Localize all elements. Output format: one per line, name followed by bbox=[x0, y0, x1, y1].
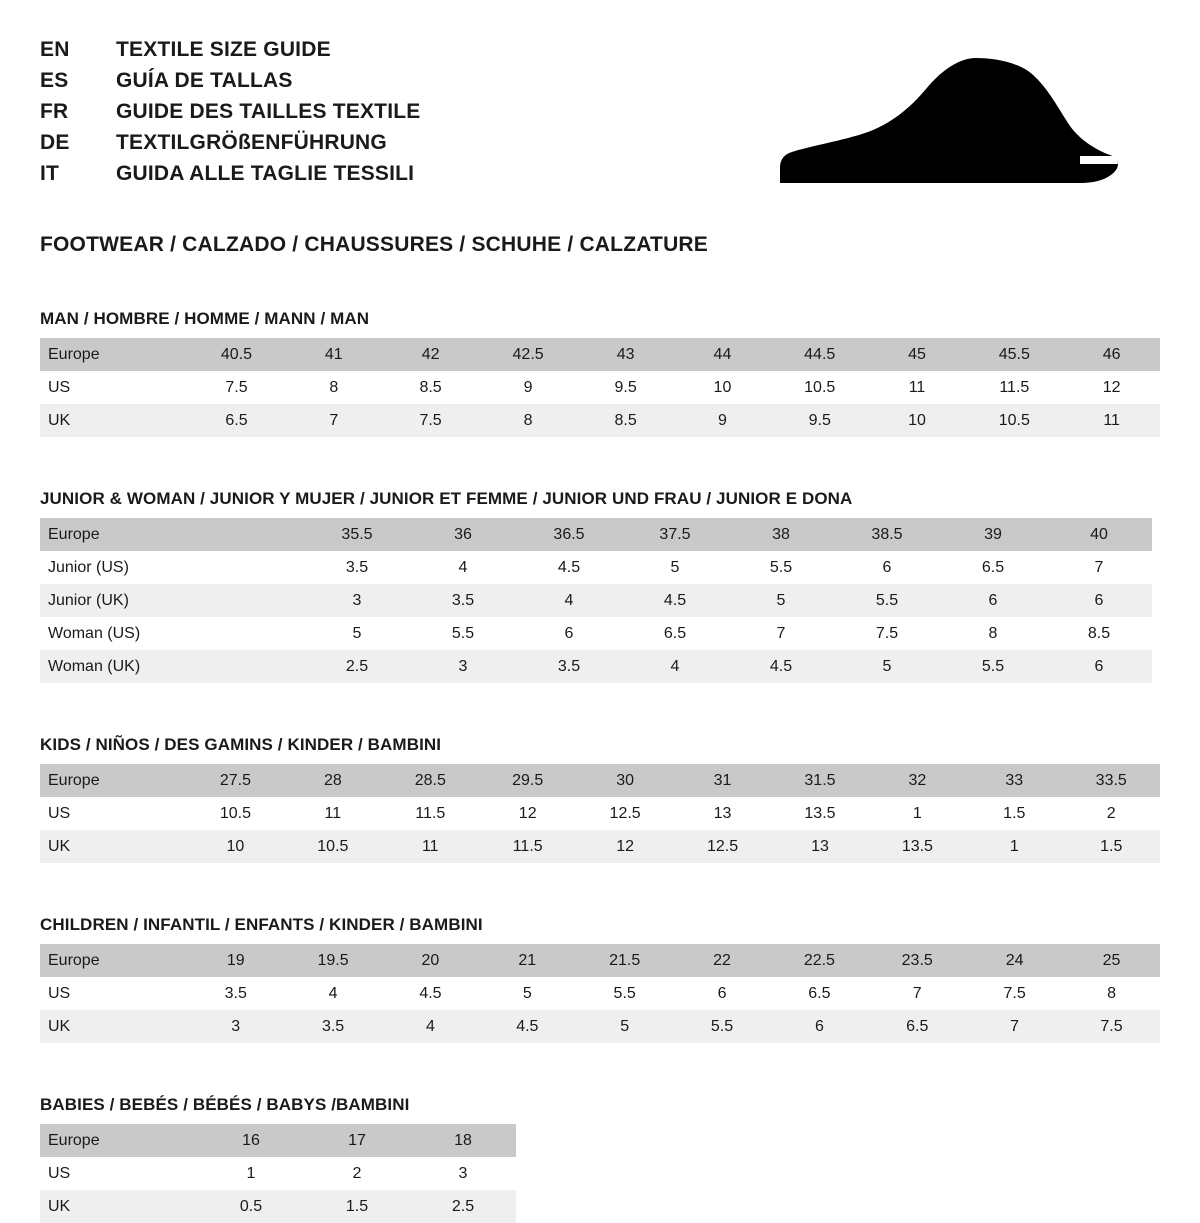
table-cell: 6 bbox=[516, 617, 622, 650]
table-cell: 13 bbox=[771, 830, 868, 863]
table-cell: 37.5 bbox=[622, 518, 728, 551]
table-row bbox=[40, 518, 1152, 551]
row-label: Woman (UK) bbox=[40, 650, 198, 683]
size-table-man bbox=[40, 338, 1160, 437]
table-cell: 4.5 bbox=[479, 1010, 576, 1043]
table-cell: 28 bbox=[284, 764, 381, 797]
row-label: Europe bbox=[40, 1124, 198, 1157]
row-label: Europe bbox=[40, 764, 187, 797]
table-cell: 28.5 bbox=[382, 764, 479, 797]
table-cell: 6 bbox=[834, 551, 940, 584]
table-cell: 31.5 bbox=[771, 764, 868, 797]
table-row bbox=[40, 1157, 516, 1190]
table-cell: 4.5 bbox=[622, 584, 728, 617]
language-title-list bbox=[40, 38, 420, 193]
table-row bbox=[40, 404, 1160, 437]
table-cell: 46 bbox=[1063, 338, 1160, 371]
table-cell: 4 bbox=[622, 650, 728, 683]
table-row bbox=[40, 1124, 516, 1157]
table-cell: 31 bbox=[674, 764, 771, 797]
table-cell: 3.5 bbox=[516, 650, 622, 683]
table-row bbox=[40, 584, 1152, 617]
table-cell: 6.5 bbox=[770, 977, 868, 1010]
table-row bbox=[40, 977, 1160, 1010]
row-label: US bbox=[40, 977, 187, 1010]
table-cell: 13.5 bbox=[771, 797, 868, 830]
table-cell: 11.5 bbox=[382, 797, 479, 830]
table-row bbox=[40, 1190, 516, 1223]
table-row bbox=[40, 617, 1152, 650]
table-cell: 2 bbox=[304, 1157, 410, 1190]
table-cell: 20 bbox=[382, 944, 479, 977]
language-code: ES bbox=[40, 69, 69, 92]
row-label: UK bbox=[40, 404, 187, 437]
table-cell: 44 bbox=[674, 338, 771, 371]
table-cell: 12.5 bbox=[576, 797, 673, 830]
language-row bbox=[40, 100, 420, 131]
table-cell: 23.5 bbox=[868, 944, 966, 977]
table-cell: 7 bbox=[285, 404, 382, 437]
table-cell: 7 bbox=[868, 977, 966, 1010]
table-cell bbox=[198, 650, 304, 683]
table-cell: 5.5 bbox=[728, 551, 834, 584]
table-cell: 36 bbox=[410, 518, 516, 551]
table-cell: 12 bbox=[479, 797, 576, 830]
table-cell: 3.5 bbox=[304, 551, 410, 584]
language-row bbox=[40, 38, 420, 69]
table-cell: 7.5 bbox=[382, 404, 479, 437]
table-cell: 33 bbox=[966, 764, 1062, 797]
table-cell: 5 bbox=[728, 584, 834, 617]
table-cell: 2.5 bbox=[410, 1190, 516, 1223]
table-cell: 4.5 bbox=[382, 977, 479, 1010]
group-man bbox=[40, 309, 1160, 437]
table-cell: 7 bbox=[966, 1010, 1063, 1043]
table-cell: 6.5 bbox=[187, 404, 285, 437]
table-cell: 5 bbox=[576, 1010, 674, 1043]
table-cell: 4 bbox=[516, 584, 622, 617]
table-row bbox=[40, 944, 1160, 977]
table-cell bbox=[198, 551, 304, 584]
row-label: Europe bbox=[40, 338, 187, 371]
table-cell: 44.5 bbox=[771, 338, 869, 371]
table-cell: 7 bbox=[728, 617, 834, 650]
table-cell: 10.5 bbox=[187, 797, 284, 830]
language-title: TEXTILE SIZE GUIDE bbox=[116, 38, 331, 61]
table-cell: 27.5 bbox=[187, 764, 284, 797]
table-cell: 11.5 bbox=[965, 371, 1063, 404]
table-cell: 1 bbox=[198, 1157, 304, 1190]
table-cell: 6 bbox=[1046, 584, 1152, 617]
size-table-children bbox=[40, 944, 1160, 1043]
table-cell: 5.5 bbox=[674, 1010, 771, 1043]
table-cell: 7.5 bbox=[187, 371, 285, 404]
table-cell: 12 bbox=[576, 830, 673, 863]
table-row bbox=[40, 551, 1152, 584]
size-table-kids bbox=[40, 764, 1160, 863]
row-label: Woman (US) bbox=[40, 617, 198, 650]
table-cell: 6 bbox=[1046, 650, 1152, 683]
table-cell: 1.5 bbox=[1063, 830, 1161, 863]
table-cell: 36.5 bbox=[516, 518, 622, 551]
table-cell: 40.5 bbox=[187, 338, 285, 371]
row-label: US bbox=[40, 797, 187, 830]
table-cell: 10.5 bbox=[965, 404, 1063, 437]
table-cell: 38.5 bbox=[834, 518, 940, 551]
table-cell: 30 bbox=[576, 764, 673, 797]
table-row bbox=[40, 1010, 1160, 1043]
table-cell: 1.5 bbox=[966, 797, 1062, 830]
dress-shoe-icon bbox=[780, 56, 1120, 191]
table-cell: 21.5 bbox=[576, 944, 674, 977]
table-cell: 10 bbox=[869, 404, 966, 437]
table-cell: 5 bbox=[834, 650, 940, 683]
table-cell: 10.5 bbox=[284, 830, 381, 863]
table-cell: 7.5 bbox=[1063, 1010, 1160, 1043]
group-title: MAN / HOMBRE / HOMME / MANN / MAN bbox=[40, 309, 370, 328]
table-cell: 45.5 bbox=[965, 338, 1063, 371]
table-cell: 8.5 bbox=[1046, 617, 1152, 650]
table-cell: 9.5 bbox=[577, 371, 674, 404]
table-cell: 16 bbox=[198, 1124, 304, 1157]
table-cell: 6 bbox=[674, 977, 771, 1010]
table-cell: 6 bbox=[770, 1010, 868, 1043]
group-kids bbox=[40, 735, 1160, 863]
language-title: TEXTILGRÖßENFÜHRUNG bbox=[116, 131, 387, 154]
table-cell: 13.5 bbox=[869, 830, 966, 863]
table-cell: 3.5 bbox=[187, 977, 284, 1010]
table-cell: 11 bbox=[382, 830, 479, 863]
row-label: Junior (UK) bbox=[40, 584, 198, 617]
table-row bbox=[40, 650, 1152, 683]
language-code: EN bbox=[40, 38, 70, 61]
table-cell: 3 bbox=[304, 584, 410, 617]
table-cell: 33.5 bbox=[1063, 764, 1161, 797]
table-cell: 0.5 bbox=[198, 1190, 304, 1223]
table-cell: 3 bbox=[187, 1010, 284, 1043]
table-cell: 42.5 bbox=[479, 338, 577, 371]
table-cell: 4 bbox=[410, 551, 516, 584]
table-cell bbox=[198, 584, 304, 617]
group-junior-woman bbox=[40, 489, 1160, 683]
language-code: IT bbox=[40, 162, 60, 185]
table-cell: 8 bbox=[479, 404, 577, 437]
table-cell: 9 bbox=[479, 371, 577, 404]
table-cell bbox=[198, 518, 304, 551]
table-cell: 7.5 bbox=[834, 617, 940, 650]
language-row bbox=[40, 69, 420, 100]
table-cell: 6 bbox=[940, 584, 1046, 617]
table-cell: 5 bbox=[622, 551, 728, 584]
table-cell: 19.5 bbox=[284, 944, 382, 977]
table-cell: 10.5 bbox=[771, 371, 869, 404]
table-cell: 39 bbox=[940, 518, 1046, 551]
row-label: UK bbox=[40, 1010, 187, 1043]
language-row bbox=[40, 162, 420, 193]
table-cell: 3.5 bbox=[284, 1010, 382, 1043]
table-cell: 1 bbox=[966, 830, 1062, 863]
table-cell: 21 bbox=[479, 944, 576, 977]
table-cell: 25 bbox=[1063, 944, 1160, 977]
row-label: UK bbox=[40, 830, 187, 863]
row-label: US bbox=[40, 371, 187, 404]
table-cell: 9.5 bbox=[771, 404, 869, 437]
table-cell: 4 bbox=[382, 1010, 479, 1043]
group-babies bbox=[40, 1095, 1160, 1223]
table-cell: 18 bbox=[410, 1124, 516, 1157]
table-cell: 11.5 bbox=[479, 830, 576, 863]
table-cell: 12.5 bbox=[674, 830, 771, 863]
page-header bbox=[40, 34, 1160, 193]
table-cell: 6.5 bbox=[868, 1010, 966, 1043]
table-cell: 5 bbox=[304, 617, 410, 650]
table-cell: 5.5 bbox=[576, 977, 674, 1010]
table-cell: 6.5 bbox=[940, 551, 1046, 584]
group-title: CHILDREN / INFANTIL / ENFANTS / KINDER / BAMBINI bbox=[40, 915, 483, 934]
table-row bbox=[40, 797, 1160, 830]
table-cell: 9 bbox=[674, 404, 771, 437]
language-code: FR bbox=[40, 100, 69, 123]
table-cell: 45 bbox=[869, 338, 966, 371]
table-cell: 5 bbox=[479, 977, 576, 1010]
group-title: BABIES / BEBÉS / BÉBÉS / BABYS /BAMBINI bbox=[40, 1095, 410, 1114]
table-cell: 38 bbox=[728, 518, 834, 551]
table-cell: 11 bbox=[284, 797, 381, 830]
table-cell: 8.5 bbox=[577, 404, 674, 437]
row-label: US bbox=[40, 1157, 198, 1190]
table-cell: 7.5 bbox=[966, 977, 1063, 1010]
table-cell: 29.5 bbox=[479, 764, 576, 797]
table-cell: 24 bbox=[966, 944, 1063, 977]
row-label: Europe bbox=[40, 944, 187, 977]
table-row bbox=[40, 338, 1160, 371]
table-cell: 13 bbox=[674, 797, 771, 830]
size-table-junior-woman bbox=[40, 518, 1152, 683]
table-cell: 40 bbox=[1046, 518, 1152, 551]
table-cell: 8.5 bbox=[382, 371, 479, 404]
table-cell: 4 bbox=[284, 977, 382, 1010]
group-children bbox=[40, 915, 1160, 1043]
table-cell: 10 bbox=[674, 371, 771, 404]
table-cell: 22 bbox=[674, 944, 771, 977]
language-title: GUIDE DES TAILLES TEXTILE bbox=[116, 100, 421, 123]
table-cell: 8 bbox=[1063, 977, 1160, 1010]
table-cell: 5.5 bbox=[940, 650, 1046, 683]
table-cell: 35.5 bbox=[304, 518, 410, 551]
table-cell: 1.5 bbox=[304, 1190, 410, 1223]
table-cell: 5.5 bbox=[834, 584, 940, 617]
table-cell: 11 bbox=[869, 371, 966, 404]
table-cell: 3 bbox=[410, 1157, 516, 1190]
size-table-babies bbox=[40, 1124, 516, 1223]
row-label: Europe bbox=[40, 518, 198, 551]
table-cell: 8 bbox=[940, 617, 1046, 650]
table-cell: 7 bbox=[1046, 551, 1152, 584]
language-title: GUIDA ALLE TAGLIE TESSILI bbox=[116, 162, 415, 185]
table-cell: 41 bbox=[285, 338, 382, 371]
table-cell: 22.5 bbox=[770, 944, 868, 977]
language-title: GUÍA DE TALLAS bbox=[116, 69, 293, 92]
table-cell: 12 bbox=[1063, 371, 1160, 404]
table-row bbox=[40, 764, 1160, 797]
table-cell: 11 bbox=[1063, 404, 1160, 437]
language-code: DE bbox=[40, 131, 70, 154]
table-cell: 3 bbox=[410, 650, 516, 683]
table-row bbox=[40, 830, 1160, 863]
table-cell: 10 bbox=[187, 830, 284, 863]
table-cell: 43 bbox=[577, 338, 674, 371]
category-title: FOOTWEAR / CALZADO / CHAUSSURES / SCHUHE / CALZATURE bbox=[40, 233, 709, 256]
table-cell: 5.5 bbox=[410, 617, 516, 650]
table-cell: 4.5 bbox=[728, 650, 834, 683]
table-cell: 19 bbox=[187, 944, 284, 977]
table-cell: 4.5 bbox=[516, 551, 622, 584]
row-label: UK bbox=[40, 1190, 198, 1223]
group-title: JUNIOR & WOMAN / JUNIOR Y MUJER / JUNIOR ET FEMME / JUNIOR UND FRAU / JUNIOR E DONA bbox=[40, 489, 853, 508]
table-cell: 2.5 bbox=[304, 650, 410, 683]
table-cell: 32 bbox=[869, 764, 966, 797]
table-row bbox=[40, 371, 1160, 404]
table-cell: 8 bbox=[285, 371, 382, 404]
language-row bbox=[40, 131, 420, 162]
group-title: KIDS / NIÑOS / DES GAMINS / KINDER / BAMBINI bbox=[40, 735, 442, 754]
table-cell: 3.5 bbox=[410, 584, 516, 617]
table-cell: 17 bbox=[304, 1124, 410, 1157]
table-cell: 6.5 bbox=[622, 617, 728, 650]
table-cell: 1 bbox=[869, 797, 966, 830]
table-cell bbox=[198, 617, 304, 650]
table-cell: 42 bbox=[382, 338, 479, 371]
table-cell: 2 bbox=[1063, 797, 1161, 830]
row-label: Junior (US) bbox=[40, 551, 198, 584]
